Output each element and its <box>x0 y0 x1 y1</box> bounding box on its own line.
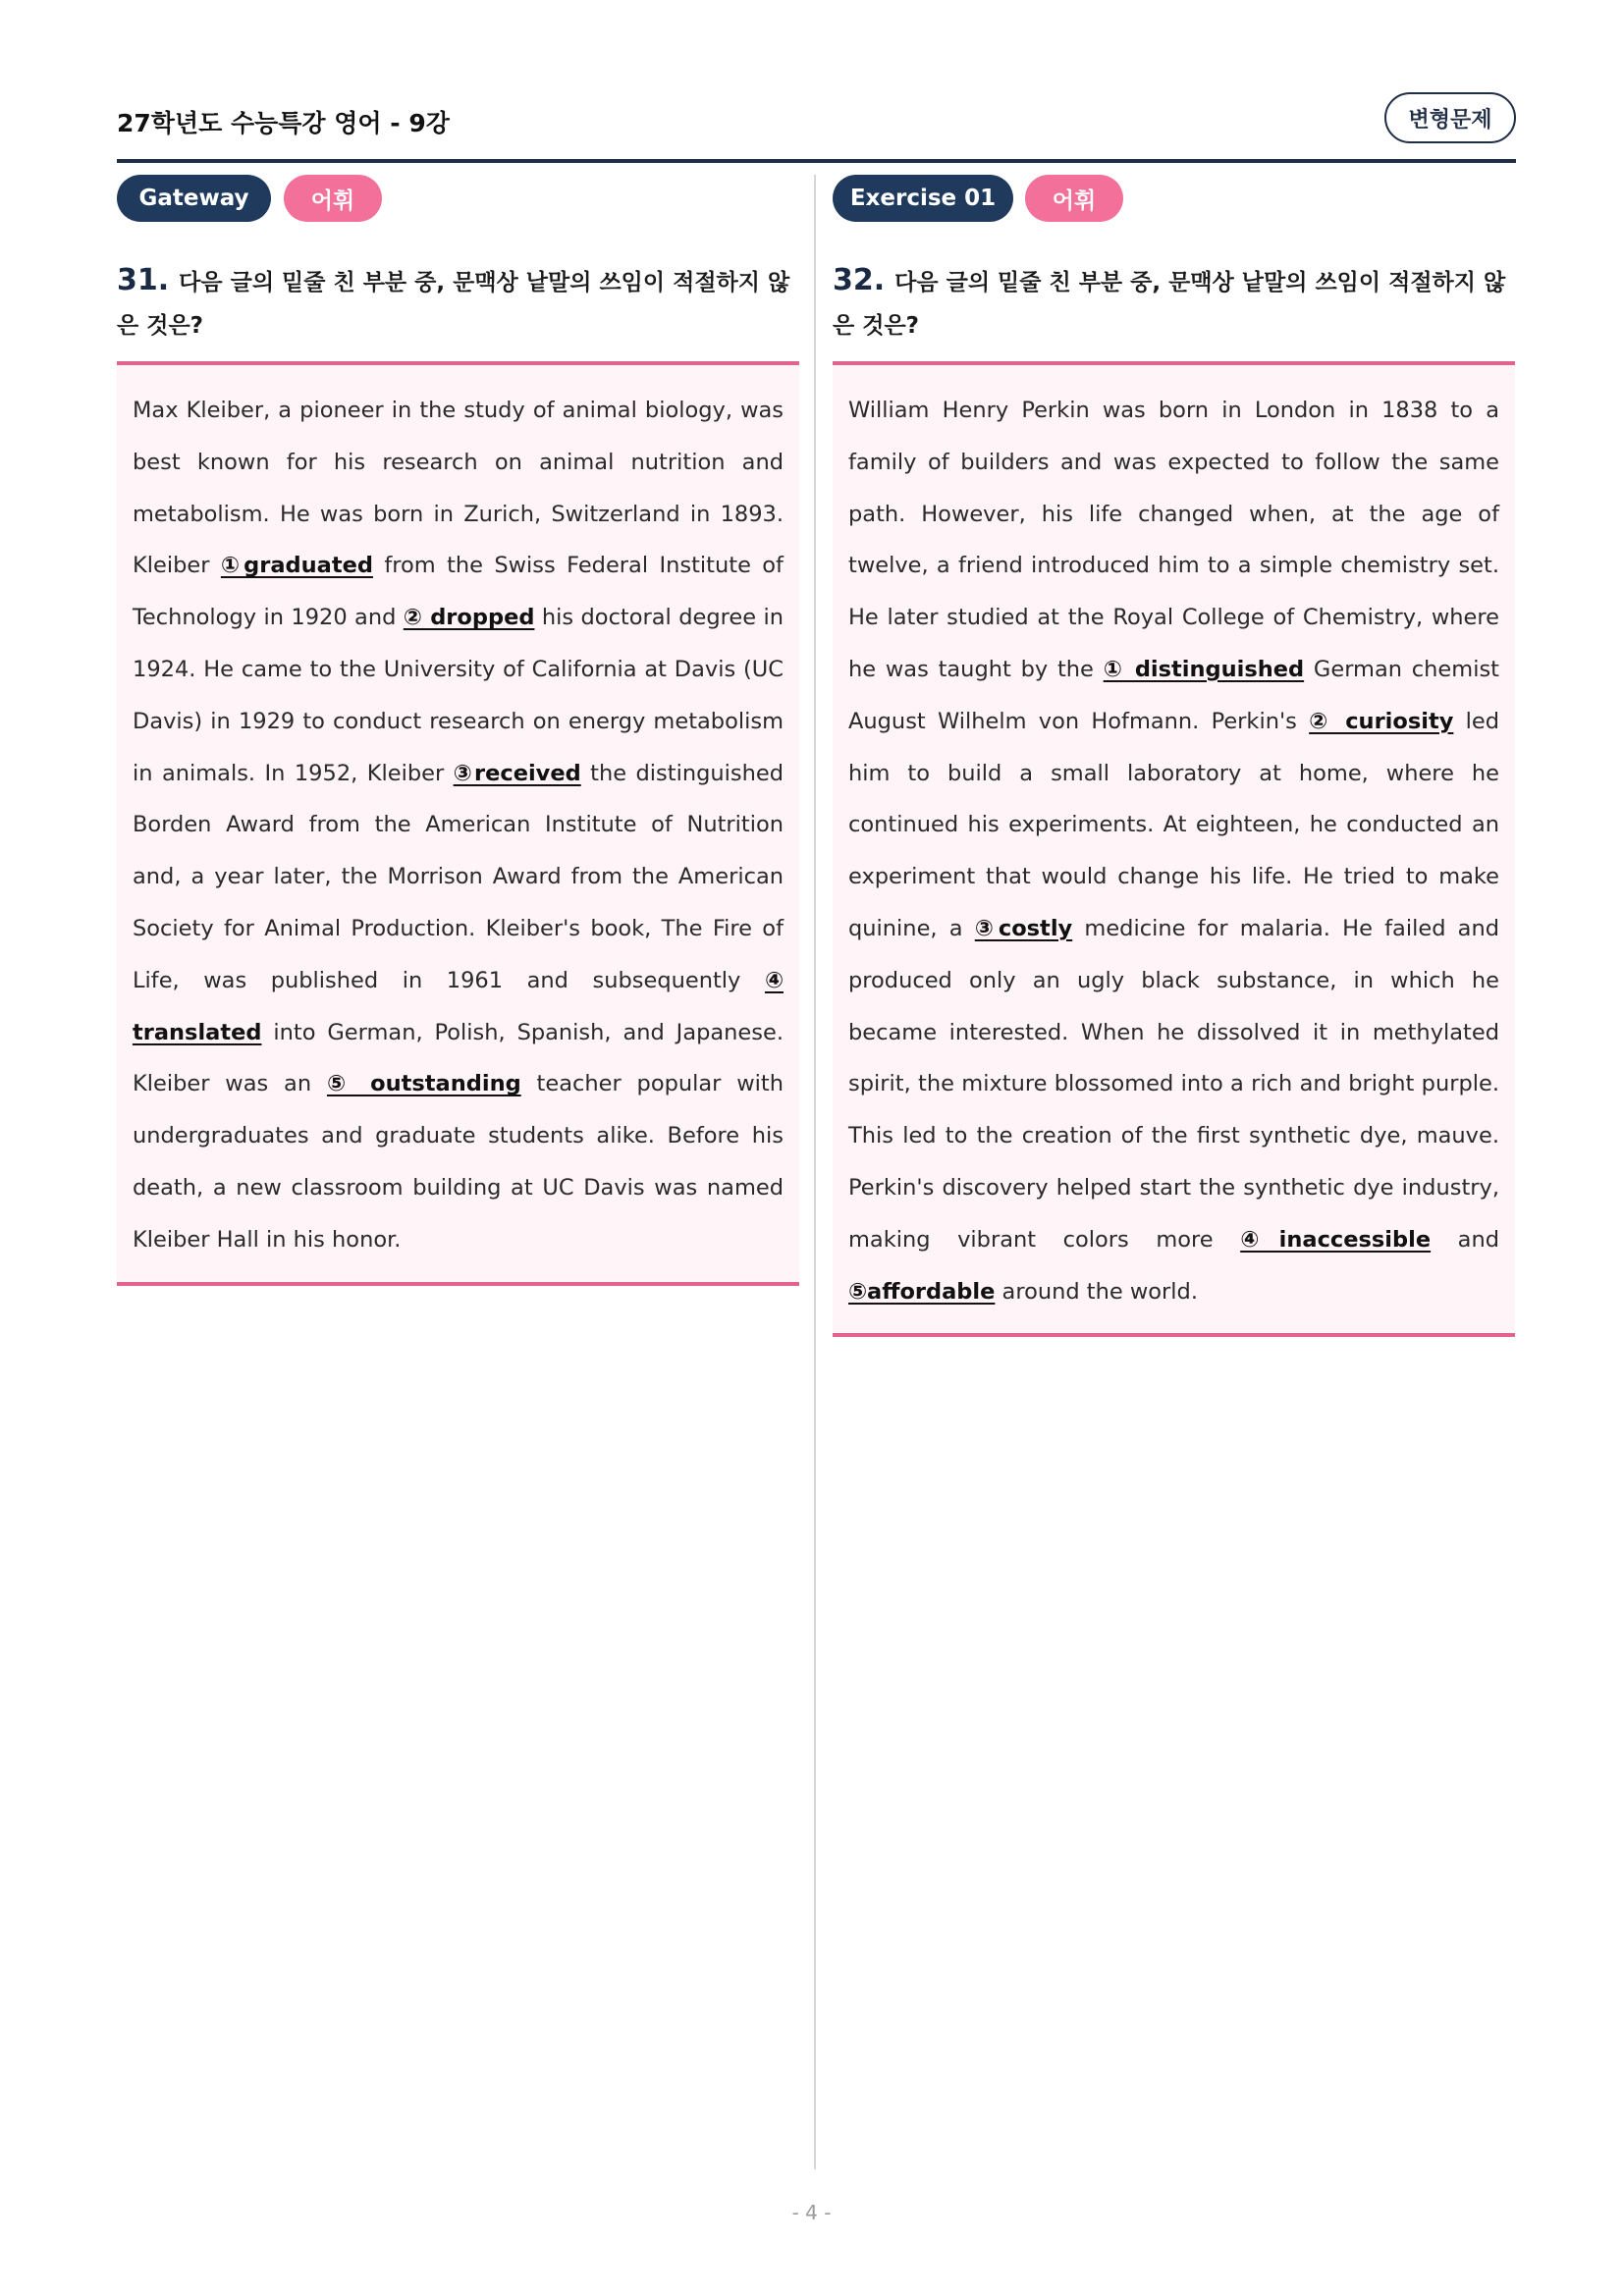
passage-31 <box>117 365 799 1286</box>
passage-text: German chemist August Wilhelm von Hofmann. Perkin's <box>848 656 1499 734</box>
question-31 <box>117 259 799 365</box>
variant-badge: 변형문제 <box>1384 92 1516 143</box>
passage-text: Max Kleiber, a pioneer in the study of animal biology, was best known for his research on animal nutrition and metabolism. He was born in Zurich, Switzerland in 1893. Kleiber <box>133 398 784 579</box>
right-column <box>833 175 1515 1337</box>
question-number: 32. <box>833 263 886 297</box>
vocab-tag: 어휘 <box>1025 175 1123 222</box>
page-header <box>117 94 1516 163</box>
passage-text: the distinguished Borden Award from the American Institute of Nutrition and, a year later, the Morrison Award from the American Society for Animal Production. Kleiber's book, The Fire of Life, was published in 1961 and subsequently <box>133 760 784 993</box>
left-column <box>117 175 799 1286</box>
question-text: 다음 글의 밑줄 친 부분 중, 문맥상 낱말의 쓰임이 적절하지 않은 것은? <box>833 270 1506 339</box>
underlined-choice: ③received <box>453 760 581 786</box>
underlined-choice: ⑤affordable <box>848 1278 996 1305</box>
left-tags <box>117 175 799 222</box>
column-divider <box>814 175 816 2169</box>
underlined-choice: ④inaccessible <box>1240 1226 1432 1253</box>
passage-text: into German, Polish, Spanish, and Japanese. Kleiber was an <box>133 1019 784 1097</box>
page-number: - 4 - <box>791 2201 832 2224</box>
question-32 <box>833 259 1515 365</box>
underlined-choice: ③costly <box>974 915 1073 941</box>
question-number: 31. <box>117 263 170 297</box>
underlined-choice: ② dropped <box>403 605 535 631</box>
passage-text: around the world. <box>995 1278 1198 1305</box>
underlined-choice: ④ translated <box>133 967 784 1045</box>
passage-text: led him to build a small laboratory at home, where he continued his experiments. At eighteen, he conducted an experiment that would change his life. He tried to make quinine, a <box>848 708 1499 941</box>
header-title: 27학년도 수능특강 영어 - 9강 <box>117 109 450 137</box>
passage-text: from the Swiss Federal Institute of Technology in 1920 and <box>133 553 784 631</box>
passage-text: medicine for malaria. He failed and produced only an ugly black substance, in which he became interested. When he dissolved it in methylated spirit, the mixture blossomed into a rich and bright purple. This led to the creation of the first synthetic dye, mauve. Perkin's discovery helped start the synthetic dye industry, making vibrant colors more <box>848 915 1500 1253</box>
passage-text: teacher popular with undergraduates and graduate students alike. Before his death, a new classroom building at UC Davis was named Kleiber Hall in his honor. <box>133 1071 784 1253</box>
passage-text: William Henry Perkin was born in London in 1838 to a family of builders and was expected to follow the same path. However, his life changed when, at the age of twelve, a friend introduced him to a simple chemistry set. He later studied at the Royal College of Chemistry, where he was taught by the <box>848 398 1499 682</box>
passage-32 <box>833 365 1515 1337</box>
passage-text: and <box>1431 1226 1499 1253</box>
vocab-tag: 어휘 <box>284 175 382 222</box>
exercise-tag: Exercise 01 <box>833 175 1013 222</box>
gateway-tag: Gateway <box>117 175 271 222</box>
underlined-choice: ①graduated <box>220 553 373 579</box>
underlined-choice: ② curiosity <box>1309 708 1454 734</box>
underlined-choice: ⑤ outstanding <box>326 1071 521 1097</box>
underlined-choice: ① distinguished <box>1103 656 1305 682</box>
question-text: 다음 글의 밑줄 친 부분 중, 문맥상 낱말의 쓰임이 적절하지 않은 것은? <box>117 270 790 339</box>
passage-text: his doctoral degree in 1924. He came to the University of California at Davis (UC Davis) in 1929 to conduct research on energy metabolism in animals. In 1952, Kleiber <box>133 605 784 786</box>
right-tags <box>833 175 1515 222</box>
